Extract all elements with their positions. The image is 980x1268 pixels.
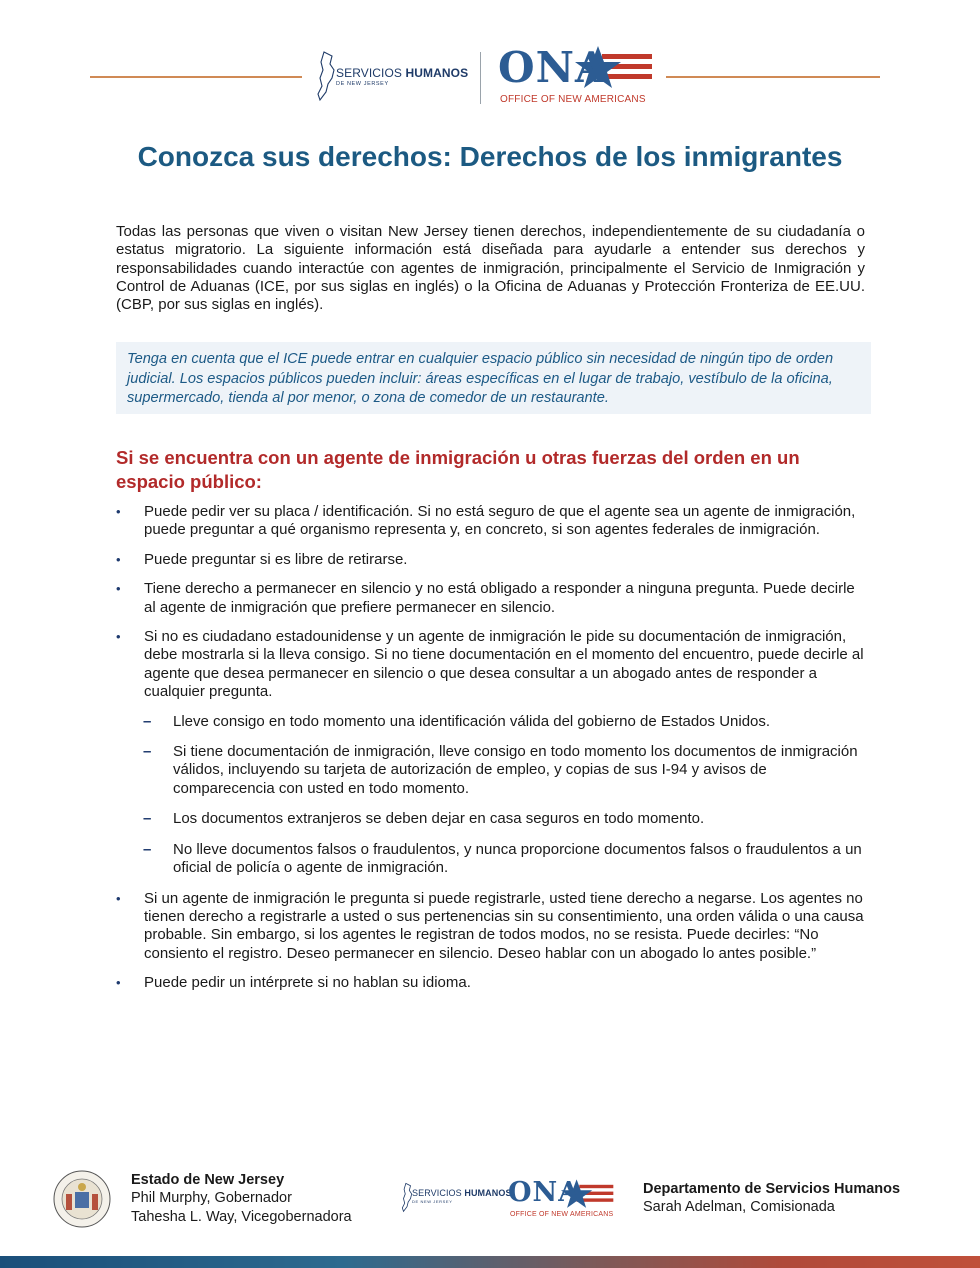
human-services-logo-text: SERVICIOS HUMANOS: [336, 66, 469, 80]
list-item: • Si no es ciudadano estadounidense y un agente de inmigración le pide su documentación de inmigración, debe mostrarla si la lleva consigo. Si no tiene documentación en el momento del encuentro, puede decirle al agente que desea permanecer en silencio o que desea consultar a un abogado antes de responder a cualquier pregunta.: [116, 628, 864, 701]
bullet-icon: •: [116, 551, 121, 567]
footer-ona-word: ONA: [508, 1177, 581, 1208]
bullet-icon: •: [116, 629, 121, 645]
list-item: • Puede pedir ver su placa / identificación. Si no está seguro de que el agente sea un agente de inmigración, puede preguntar a qué organismo representa y, en concreto, si son agentes federales de inmigración.: [116, 503, 856, 539]
ona-logo: [498, 44, 658, 110]
footer-commissioner: Sarah Adelman, Comisionada: [643, 1199, 835, 1216]
sub-list-item: – Lleve consigo en todo momento una identificación válida del gobierno de Estados Unidos.: [143, 712, 771, 730]
human-services-logo-subtext: DE NEW JERSEY: [336, 81, 389, 87]
dash-icon: –: [143, 810, 152, 828]
footer-lt-governor: Tahesha L. Way, Vicegobernadora: [131, 1208, 352, 1225]
footer-human-services-logo: [400, 1178, 510, 1218]
list-item: • Puede pedir un intérprete si no hablan su idioma.: [116, 974, 471, 992]
bullet-icon: •: [116, 581, 121, 597]
bullet-icon: •: [116, 975, 121, 991]
footer-governor: Phil Murphy, Gobernador: [131, 1190, 292, 1207]
rights-list: [116, 503, 864, 1004]
sub-list-item: – Si tiene documentación de inmigración, lleve consigo en todo momento los documentos de inmigración válidos, incluyendo su tarjeta de autorización de empleo, y copias de sus I-94 y avisos de comparecencia con usted en todo momento.: [143, 743, 858, 797]
bullet-icon: •: [116, 504, 121, 519]
footer-ona-subtext: OFFICE OF NEW AMERICANS: [510, 1211, 614, 1218]
footer-department-block: [643, 1180, 900, 1217]
intro-paragraph: Todas las personas que viven o visitan New Jersey tienen derechos, independientemente de su ciudadanía o estatus migratorio. La siguiente información está diseñada para ayudarle a entender sus derechos y responsabilidades cuando interactúe con agentes de inmigración, principalmente el Servicio de Inmigración y Control de Aduanas (ICE, por sus siglas en inglés) o la Oficina de Aduanas y Protección Fronteriza de EE.UU. (CBP, por sus siglas en inglés).: [116, 223, 865, 314]
footer-human-services-text: SERVICIOS HUMANOS: [412, 1188, 512, 1198]
header-rule-right: [666, 76, 880, 78]
dash-icon: –: [143, 840, 152, 858]
footer-color-bar: [0, 1256, 980, 1268]
header-rule-left: [90, 76, 302, 78]
human-services-logo: [314, 48, 474, 106]
footer-state: Estado de New Jersey: [131, 1172, 285, 1188]
notice-text: Tenga en cuenta que el ICE puede entrar en cualquier espacio público sin necesidad de ningún tipo de orden judicial. Los espacios públicos pueden incluir: áreas específicas en el lugar de trabajo, vestíbulo de la oficina, supermercado, tienda al por menor, o zona de comedor de un restaurante.: [127, 351, 834, 407]
footer-department: Departamento de Servicios Humanos: [643, 1181, 901, 1197]
sub-list-item: – No lleve documentos falsos o fraudulentos, y nunca proporcione documentos falsos o fraudulentos a un oficial de policía o agente de inmigración.: [143, 840, 862, 877]
footer-state-block: [131, 1171, 352, 1226]
ona-logo-subtext: OFFICE OF NEW AMERICANS: [500, 94, 646, 105]
list-item: • Puede preguntar si es libre de retirarse.: [116, 550, 408, 568]
list-item: • Tiene derecho a permanecer en silencio y no está obligado a responder a ninguna pregunta. Puede decirle al agente de inmigración que prefiere permanecer en silencio.: [116, 580, 855, 616]
bullet-icon: •: [116, 890, 121, 906]
dash-icon: –: [143, 712, 152, 730]
section-heading: Si se encuentra con un agente de inmigración u otras fuerzas del orden en un espacio público:: [116, 447, 800, 492]
footer-ona-logo: [508, 1178, 618, 1222]
list-item: • Si un agente de inmigración le pregunta si puede registrarle, usted tiene derecho a negarse. Los agentes no tienen derecho a registrarle a usted o sus pertenencias sin su consentimiento, una orden válida o una causa probable. Sin embargo, si los agentes le registran de todos modos, no se resista. Puede decirles: “No consiento el registro. Deseo permanecer en silencio. Deseo hablar con un abogado lo antes posible.”: [116, 889, 864, 962]
new-jersey-outline-icon: [314, 48, 338, 106]
dash-icon: –: [143, 743, 152, 761]
new-jersey-outline-icon: [400, 1178, 414, 1218]
ona-logo-word: ONA: [498, 43, 609, 92]
logo-divider: [480, 52, 481, 104]
notice-box: [116, 342, 871, 414]
footer-human-services-subtext: DE NEW JERSEY: [412, 1199, 453, 1204]
sub-list-item: – Los documentos extranjeros se deben dejar en casa seguros en todo momento.: [143, 810, 705, 828]
page-title: Conozca sus derechos: Derechos de los inmigrantes: [137, 141, 843, 172]
state-seal-icon: [53, 1170, 111, 1228]
